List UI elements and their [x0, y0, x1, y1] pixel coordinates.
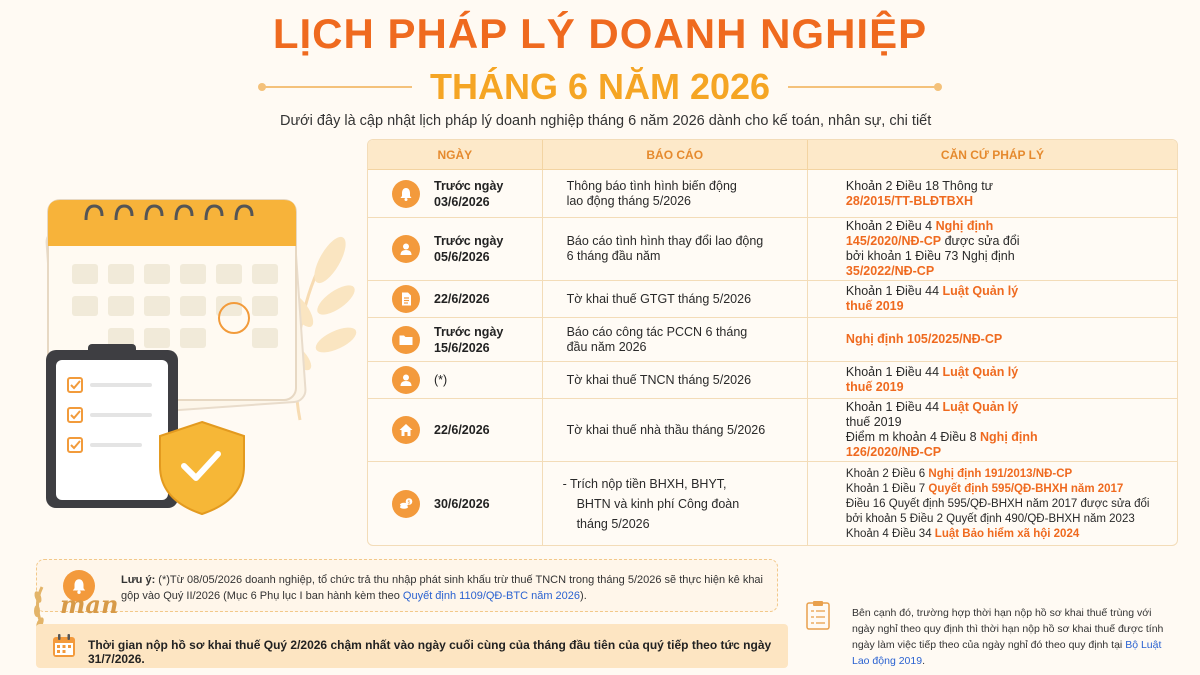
table-header [368, 140, 1177, 170]
folder-icon [392, 326, 420, 354]
note-text: Lưu ý: (*)Từ 08/05/2026 doanh nghiệp, tổ chức trả thu nhập phát sinh khấu trừ thuế TNCN trong tháng 5/2026 sẽ thực hiện kê khai gộp vào Quý II/2026 (Mục 6 Phụ lục I ban hành kèm theo Quyết định 1109/QĐ-BTC năm 2026). [121, 574, 763, 602]
date-cell: Trước ngày 05/6/2026 [434, 234, 504, 264]
clipboard-icon [46, 344, 178, 508]
labor-code-link-cont[interactable]: Lao động 2019 [852, 655, 923, 667]
intro-text: Dưới đây là cập nhật lịch pháp lý doanh nghiệp tháng 6 năm 2026 dành cho kế toán, nhân sự, chi tiết [280, 113, 932, 129]
header-legal-basis: CĂN CỨ PHÁP LÝ [940, 147, 1044, 162]
divider-right [788, 86, 938, 88]
header-report: BÁO CÁO [543, 140, 808, 169]
legal-cell: Khoản 1 Điều 44 Luật Quản lý thuế 2019 Điểm m khoản 4 Điều 8 Nghị định 126/2020/NĐ-CP [845, 400, 1038, 459]
user-icon [392, 235, 420, 263]
labor-code-link[interactable]: Bộ Luật [1125, 639, 1162, 651]
date-cell: Trước ngày 15/6/2026 [434, 324, 504, 355]
date-cell: (*) [434, 373, 448, 387]
report-cell: Báo cáo công tác PCCN 6 tháng đầu năm 2026 [543, 318, 808, 361]
legal-cell: Khoản 1 Điều 44 Luật Quản lý thuế 2019 [845, 365, 1019, 394]
checklist-icon [806, 600, 830, 630]
table-row [368, 362, 1177, 399]
page-title: LỊCH PHÁP LÝ DOANH NGHIỆP [272, 10, 928, 57]
table-row [368, 281, 1177, 318]
holiday-note: Bên cạnh đó, trường hợp thời hạn nộp hồ sơ khai thuế trùng với ngày nghỉ theo quy định thì thời hạn nộp hồ sơ khai thuế được tính ngày làm việc tiếp theo của ngày nghỉ đó theo quy định tại Bộ Luật Lao động 2019. [852, 607, 1164, 667]
header-date: NGÀY [368, 140, 543, 169]
report-cell: - Trích nộp tiền BHXH, BHYT, BHTN và kinh phí Công đoàn tháng 5/2026 [543, 462, 808, 546]
calendar-clipboard-illustration [0, 160, 360, 530]
deadline-text: Thời gian nộp hồ sơ khai thuế Quý 2/2026 chậm nhất vào ngày cuối cùng của tháng đầu tiên của quý tiếp theo tức ngày 31/7/2026. [88, 638, 772, 666]
legal-cell: Khoản 2 Điều 4 Nghị định 145/2020/NĐ-CP được sửa đổi bởi khoản 1 Điều 73 Nghị định 35/2022/NĐ-CP [845, 219, 1020, 278]
svg-text:$: $ [407, 499, 411, 506]
legal-cell: Khoản 2 Điều 18 Thông tư 28/2015/TT-BLĐTBXH [845, 178, 994, 208]
table-row [368, 399, 1177, 462]
coins-icon [392, 490, 420, 518]
bell-icon [392, 180, 420, 208]
table-row [368, 318, 1177, 362]
month-subtitle: THÁNG 6 NĂM 2026 [429, 66, 771, 107]
brand-logo: man [60, 590, 119, 619]
legal-cell: Khoản 2 Điều 6 Nghị định 191/2013/NĐ-CP Khoản 1 Điều 7 Quyết định 595/QĐ-BHXH năm 2017 Điều 16 Quyết định 595/QĐ-BHXH năm 2017 được sửa đổi bởi khoản 5 Điều 2 Quyết định 490/QĐ-BHXH năm 2023 Khoản 4 Điều 34 Luật Bảo hiểm xã hội 2024 [845, 467, 1150, 540]
report-cell: Tờ khai thuế TNCN tháng 5/2026 [543, 362, 808, 398]
calendar-icon [50, 632, 78, 660]
decision-link[interactable]: Quyết định 1109/QĐ-BTC năm 2026 [402, 590, 581, 602]
table-row [368, 170, 1177, 218]
date-cell: 22/6/2026 [434, 423, 490, 437]
deadline-banner [36, 624, 788, 668]
note-box [36, 559, 778, 612]
legal-cell: Khoản 1 Điều 44 Luật Quản lý thuế 2019 [845, 284, 1019, 313]
house-icon [392, 416, 420, 444]
date-cell: Trước ngày 03/6/2026 [434, 178, 504, 209]
report-cell: Tờ khai thuế nhà thầu tháng 5/2026 [543, 399, 808, 461]
table-row [368, 218, 1177, 281]
date-cell: 22/6/2026 [434, 292, 490, 306]
month-heading [0, 66, 1200, 108]
user-icon [392, 366, 420, 394]
report-cell: Tờ khai thuế GTGT tháng 5/2026 [543, 281, 808, 317]
date-cell: 30/6/2026 [434, 497, 490, 511]
document-icon [392, 285, 420, 313]
legal-cell: Nghị định 105/2025/NĐ-CP [845, 332, 1003, 346]
divider-left [262, 86, 412, 88]
table-row [368, 462, 1177, 546]
report-cell: Báo cáo tình hình thay đổi lao động 6 tháng đầu năm [543, 218, 808, 280]
legal-calendar-table [367, 139, 1178, 546]
report-cell: Thông báo tình hình biến động lao động tháng 5/2026 [543, 170, 808, 217]
